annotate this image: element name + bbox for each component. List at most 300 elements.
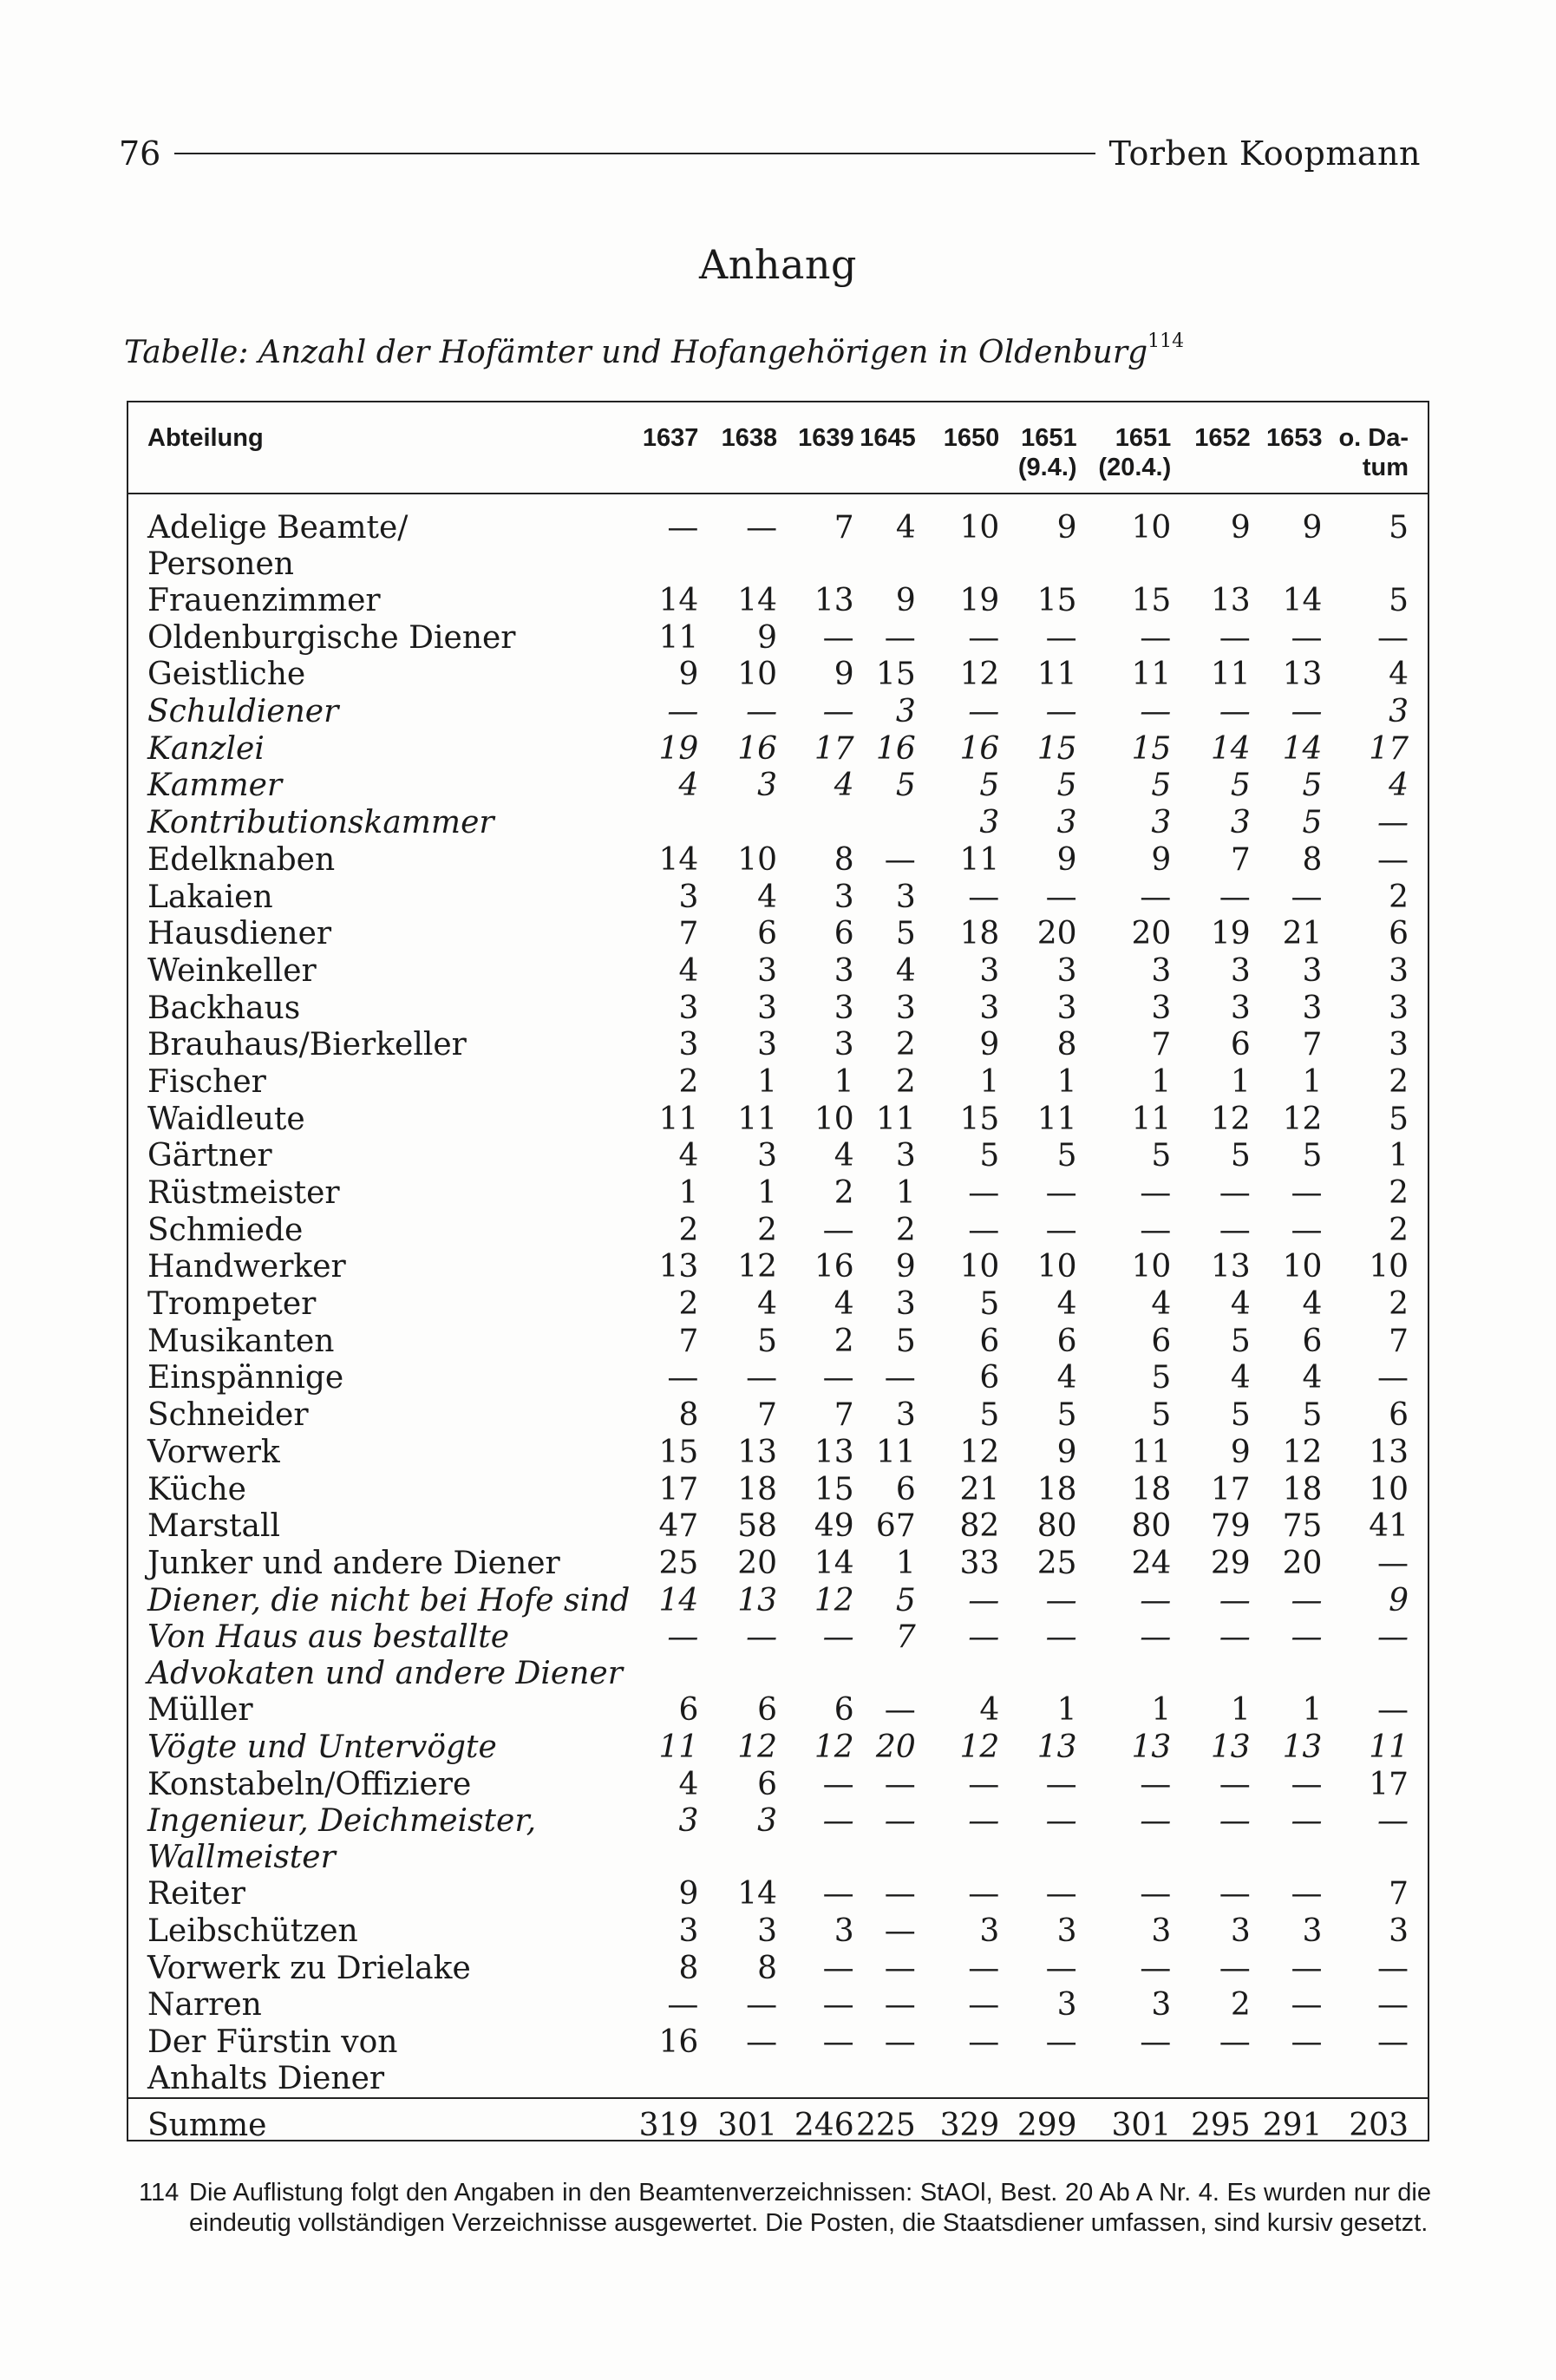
table-cell: — [667,694,699,730]
row-label-line: Leibschützen [147,1913,358,1949]
table-cell: 5 [1151,1138,1172,1174]
table-cell: 2 [678,1286,699,1323]
row-label [128,953,630,991]
row-label [128,879,630,917]
table-cell: — [1045,2024,1077,2061]
table-cell: 15 [814,1471,854,1507]
table-cell: 79 [1210,1508,1251,1545]
table-cell: 4 [1302,1286,1323,1323]
table-cell: 4 [1151,1286,1172,1323]
row-label-line: Kontributionskammer [147,805,494,841]
row-label-line: Der Fürstin von [147,2024,398,2061]
table-row [128,1102,1428,1139]
table-cell: 12 [1282,1434,1323,1470]
row-label [128,1767,630,1804]
table-cell: 3 [1151,1913,1172,1949]
table-cell: 6 [979,1323,1000,1359]
table-cell: 3 [678,990,699,1026]
table-cell: — [822,1803,854,1840]
table-cell: — [1140,879,1172,915]
table-row [128,1175,1428,1213]
row-label [128,1619,630,1692]
table-cell: 11 [1036,1101,1077,1137]
table-cell [777,805,854,842]
table-cell: 14 [1282,730,1323,767]
table-cell: 2 [834,1175,854,1211]
table-row [128,694,1428,731]
table-cell: — [1219,1803,1251,1840]
table-cell: 9 [1389,1582,1409,1618]
header-rule [174,153,1095,154]
table-cell: 10 [959,1249,1000,1285]
table-cell: — [1291,619,1323,656]
table-cell: 11 [1369,1729,1409,1765]
row-label-line: Einspännige [147,1360,344,1396]
table-cell: 10 [1369,1471,1409,1507]
table-cell: 3 [1230,952,1251,989]
table-cell: — [822,1876,854,1912]
table-cell: 5 [979,768,1000,804]
row-label [128,1102,630,1139]
table-cell: 5 [1230,1138,1251,1174]
row-label [128,1692,630,1729]
table-cell: 2 [1389,1175,1409,1211]
table-cell: — [746,2024,778,2061]
sum-cell: 319 [630,2098,698,2151]
table-cell: 8 [678,1397,699,1434]
table-cell: — [1045,879,1077,915]
table-cell: — [1140,1212,1172,1248]
row-label [128,768,630,805]
table-row [128,583,1428,620]
table-cell: 3 [1230,805,1251,841]
table-cell: 12 [814,1582,854,1618]
table-cell: 3 [1389,694,1409,730]
table-cell: 2 [834,1323,854,1359]
row-label-line: Konstabeln/Offiziere [147,1766,472,1802]
table-cell: 9 [1056,841,1077,878]
table-cell: 1 [895,1545,916,1581]
table-cell: 3 [1302,952,1323,989]
table-cell: — [968,694,1000,730]
row-label [128,2024,630,2098]
table-cell: — [968,1950,1000,1986]
table-cell: — [1045,619,1077,656]
table-row [128,1027,1428,1064]
table-cell: 2 [895,1063,916,1100]
table-cell: — [1045,1766,1077,1802]
table-row [128,953,1428,991]
row-label-line: Narren [147,1987,262,2024]
table-cell: 3 [1302,1913,1323,1949]
column-header-line: (9.4.) [1017,454,1077,481]
table-row [128,879,1428,917]
table-cell: 1 [1056,1692,1077,1729]
table-cell: 18 [1036,1471,1077,1507]
table-row [128,1324,1428,1361]
column-header-line: Abteilung [147,424,264,452]
row-label-line: Backhaus [147,990,301,1026]
table-cell: — [1377,1950,1409,1986]
table-row [128,916,1428,953]
table-cell: 3 [895,990,916,1026]
row-label-line: Advokaten und andere Diener [147,1656,623,1692]
table-cell: 6 [1230,1027,1251,1063]
row-label-line: Trompeter [147,1286,317,1323]
table-cell: 3 [1056,805,1077,841]
table-cell: 1 [1056,1063,1077,1100]
row-label-line: Rüstmeister [147,1175,340,1211]
row-label-line: Schmiede [147,1212,304,1248]
table-row [128,768,1428,805]
table-cell: 9 [895,1249,916,1285]
table-cell: 2 [757,1212,778,1248]
table-cell: 9 [678,657,699,693]
table-cell: 13 [814,583,854,618]
table-cell: 1 [834,1063,854,1100]
row-label-line: Waidleute [147,1101,305,1137]
sum-cell: 295 [1171,2098,1250,2151]
table-cell: 9 [1056,510,1077,546]
table-cell: — [822,1212,854,1248]
table-cell: 12 [737,1729,778,1765]
table-cell: 6 [757,1766,778,1802]
table-row [128,1583,1428,1620]
table-cell: 3 [1302,990,1323,1026]
table-cell: — [1140,1619,1172,1656]
row-label-line: Weinkeller [147,952,317,989]
table-cell: 1 [1151,1063,1172,1100]
table-cell: 5 [1302,768,1323,804]
table-cell: — [1140,1876,1172,1912]
table-cell: 2 [1389,1286,1409,1323]
table-row [128,1913,1428,1951]
table-cell: 17 [658,1471,699,1507]
table-cell: 1 [1151,1692,1172,1729]
sum-cell: 299 [999,2098,1076,2151]
table-cell: — [884,1950,916,1986]
table-cell: 4 [895,952,916,989]
page-number: 76 [119,134,161,173]
table-cell: — [968,1175,1000,1211]
table-cell: 3 [757,990,778,1026]
table-cell: 3 [678,1027,699,1063]
column-header [1077,402,1172,494]
row-label-line: Personen [147,546,294,582]
table-cell: — [1377,1692,1409,1729]
table-row [128,1729,1428,1767]
sum-cell: 225 [854,2098,916,2151]
row-label [128,1803,630,1876]
table-cell: — [1140,1175,1172,1211]
table-cell: 3 [757,952,778,989]
table-cell: 11 [1131,1434,1172,1470]
row-label-line: Fischer [147,1063,266,1100]
table-cell: 3 [757,1803,778,1840]
table-cell: 6 [1302,1323,1323,1359]
footnote-reference: 114 [1147,330,1185,352]
table-cell: — [884,2024,916,2061]
table-cell: 15 [959,1101,1000,1137]
table-cell: 11 [875,1101,916,1137]
table-row [128,991,1428,1028]
table-cell: — [667,510,699,546]
table-cell: 3 [834,952,854,989]
row-label-line: Lakaien [147,879,273,915]
column-header [1171,402,1250,494]
table-cell: 4 [1056,1286,1077,1323]
table-cell: — [1377,841,1409,878]
table-cell: 10 [1282,1249,1323,1285]
table-cell: 3 [1056,952,1077,989]
table-cell: 19 [1210,916,1251,952]
table-cell: 14 [658,1582,699,1618]
table-cell: 15 [1131,730,1172,767]
table-cell: — [1219,1175,1251,1211]
table-caption-text: Tabelle: Anzahl der Hofämter und Hofangehörigen in Oldenburg [124,335,1148,370]
table-row [128,1987,1428,2024]
column-header-line: 1651 [1115,424,1172,452]
table-cell: — [746,1360,778,1396]
sum-row [128,2098,1428,2151]
table-cell [630,805,698,842]
table-cell: 4 [1389,657,1409,693]
table-cell: 29 [1210,1545,1251,1581]
row-label-line: Vorwerk zu Drielake [147,1950,471,1986]
table-cell: 4 [678,1766,699,1802]
table-row [128,1803,1428,1876]
table-cell: 17 [814,730,854,767]
table-cell: 3 [979,1913,1000,1949]
table-cell: — [1045,1212,1077,1248]
table-cell: 16 [737,730,778,767]
table-cell: 3 [757,768,778,804]
table-cell: 17 [1369,730,1409,767]
table-cell: — [1377,1545,1409,1581]
table-cell: 5 [1056,768,1077,804]
table-cell: 6 [757,1692,778,1729]
table-cell: 4 [678,1138,699,1174]
table-cell: 3 [678,1913,699,1949]
table-cell: 49 [814,1508,854,1545]
table-cell: 3 [895,694,916,730]
table-cell: 20 [875,1729,916,1765]
table-cell: — [822,1987,854,2024]
table-cell: 3 [757,1138,778,1174]
row-label-line: Von Haus aus bestallte [147,1619,510,1656]
table-row [128,1767,1428,1804]
table-cell: 12 [1210,1101,1251,1137]
table-cell: — [1219,1212,1251,1248]
footnote-text: Die Auflistung folgt den Angaben in den Beamtenverzeichnissen: StAOl, Best. 20 Ab A Nr. 4. Es wurden nur die eindeutig vollständigen Verzeichnisse ausgewertet. Die Posten, die Staatsdiener umfassen, sind kursiv gesetzt. [189,2179,1431,2237]
table-cell: 9 [678,1876,699,1912]
sum-cell: 291 [1251,2098,1323,2151]
table-cell: 5 [757,1323,778,1359]
table-cell: 21 [959,1471,1000,1507]
table-cell: 7 [834,510,854,546]
table-cell: — [1291,1803,1323,1840]
row-label-line: Marstall [147,1508,280,1545]
sum-cell: 203 [1322,2098,1428,2151]
table-cell: 13 [1210,1729,1251,1765]
table-cell: 8 [678,1950,699,1986]
table-cell: 3 [895,1138,916,1174]
table-cell: 3 [895,1286,916,1323]
table-cell: 1 [757,1175,778,1211]
table-cell: 4 [1230,1286,1251,1323]
table-cell: 1 [1389,1138,1409,1174]
table-cell: 7 [678,1323,699,1359]
table-cell: 10 [814,1101,854,1137]
table-cell: 13 [814,1434,854,1470]
table-cell: 3 [1056,1987,1077,2024]
table-cell: 16 [658,2024,699,2061]
table-row [128,805,1428,842]
table-row [128,1546,1428,1583]
table-row [128,2024,1428,2098]
row-label [128,1729,630,1767]
table-cell: 9 [1302,510,1323,546]
table-row [128,494,1428,583]
table-cell: 20 [1131,916,1172,952]
table-cell: 12 [959,1729,1000,1765]
table-cell: — [1140,2024,1172,2061]
table-cell: 13 [1369,1434,1409,1470]
table-cell: 7 [1151,1027,1172,1063]
table-cell: 1 [895,1175,916,1211]
table-cell: — [884,1692,916,1729]
table-cell: — [1140,1766,1172,1802]
row-label-line: Reiter [147,1876,245,1912]
table-cell: 3 [1389,1027,1409,1063]
table-cell: 5 [1056,1397,1077,1434]
data-table [128,402,1428,2151]
table-cell: 6 [979,1360,1000,1396]
table-cell: 9 [834,657,854,693]
table-cell: 12 [959,1434,1000,1470]
table-cell: 14 [1210,730,1251,767]
table-row [128,1435,1428,1472]
row-label-line: Kanzlei [147,730,265,767]
table-cell: 13 [737,1434,778,1470]
table-cell: 6 [834,1692,854,1729]
table-cell: 14 [658,841,699,878]
column-header-line: 1652 [1194,424,1251,452]
row-label [128,1324,630,1361]
row-label-line: Vorwerk [147,1434,280,1470]
table-cell: 47 [658,1508,699,1545]
table-cell: — [667,1987,699,2024]
table-cell: 11 [1210,657,1251,693]
table-cell: 3 [979,990,1000,1026]
row-label [128,916,630,953]
row-label [128,1027,630,1064]
table-cell: — [1291,1876,1323,1912]
table-cell: 3 [895,879,916,915]
table-cell: 3 [1151,1987,1172,2024]
table-cell: 7 [1302,1027,1323,1063]
sum-cell: 329 [916,2098,1000,2151]
table-cell: 7 [1389,1323,1409,1359]
table-cell: 20 [1036,916,1077,952]
table-cell: — [884,1876,916,1912]
table-cell: — [1140,1803,1172,1840]
table-cell: 4 [979,1692,1000,1729]
table-cell: 3 [678,879,699,915]
table-cell: 4 [1230,1360,1251,1396]
row-label [128,1951,630,1988]
column-header-line: o. Da- [1338,424,1409,452]
table-cell: 11 [737,1101,778,1137]
table-cell: 1 [678,1175,699,1211]
table-cell: 5 [1151,1360,1172,1396]
column-header-line: 1645 [860,424,916,452]
table-cell: 15 [1131,583,1172,618]
table-cell: 13 [1131,1729,1172,1765]
table-cell: 7 [678,916,699,952]
table-cell: 4 [757,879,778,915]
table-cell: 21 [1282,916,1323,952]
table-cell: 11 [1131,1101,1172,1137]
table-cell: 11 [658,619,699,656]
table-cell: 1 [1302,1692,1323,1729]
row-label-line: Handwerker [147,1249,346,1285]
table-row [128,1064,1428,1102]
table-cell: — [822,2024,854,2061]
row-label [128,1175,630,1213]
table-cell: 6 [1151,1323,1172,1359]
table-row [128,731,1428,768]
data-table-frame [127,401,1429,2144]
table-cell: 18 [959,916,1000,952]
row-label [128,494,630,583]
table-cell: 1 [1230,1063,1251,1100]
table-cell: — [968,619,1000,656]
table-cell: 10 [737,657,778,693]
table-cell: 3 [1056,990,1077,1026]
row-label [128,1508,630,1546]
table-cell: — [968,1876,1000,1912]
table-cell: 33 [959,1545,1000,1581]
table-cell: 1 [979,1063,1000,1100]
table-cell: 1 [1302,1063,1323,1100]
table-cell: — [884,1987,916,2024]
table-row [128,620,1428,657]
table-cell: 13 [658,1249,699,1285]
column-header-line: 1638 [721,424,778,452]
table-cell: 3 [1389,952,1409,989]
table-cell: 3 [1056,1913,1077,1949]
table-cell: 3 [979,805,1000,841]
table-cell: 3 [834,990,854,1026]
table-cell: 2 [1389,1063,1409,1100]
table-cell: 2 [895,1212,916,1248]
column-header [698,402,777,494]
column-header [1251,402,1323,494]
table-cell: 3 [834,879,854,915]
row-label [128,583,630,620]
table-cell: 5 [1151,768,1172,804]
row-label-line: Frauenzimmer [147,583,381,618]
table-cell: 13 [1210,1249,1251,1285]
table-cell: — [1291,879,1323,915]
table-cell: 11 [658,1101,699,1137]
table-cell: 67 [875,1508,916,1545]
table-cell: — [1291,2024,1323,2061]
table-header-row [128,402,1428,494]
table-cell: 12 [737,1249,778,1285]
table-cell: 4 [1056,1360,1077,1396]
